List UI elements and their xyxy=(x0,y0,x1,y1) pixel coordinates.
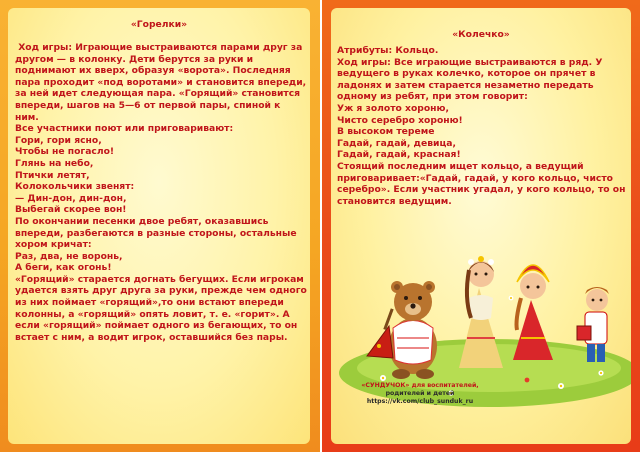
girl-with-wreath xyxy=(459,256,503,368)
bear-character xyxy=(389,281,437,379)
left-page-title: «Горелки» xyxy=(130,19,188,30)
balalaika-icon xyxy=(367,308,394,358)
right-page-body: Атрибуты: Кольцо. Ход игры: Все играющие выстраиваются в ряд. У ведущего в руках колечко, которое он прячет в ладонях и затем старается незаметно передать одному из ребят, при этом говорит: Уж я золото хороню, Чисто серебро хороню! В высоком тереме Гадай, гадай, девица, Гадай, гадай, красная! Стоящий последним ищет кольцо, а ведущий приговаривает:«Гадай, гадай, у кого кольцо, чисто серебро». Если участник угадал, у кого кольцо, то он становится ведущим. xyxy=(337,45,626,207)
folk-characters-illustration xyxy=(331,8,631,444)
left-page-body: Ход игры: Играющие выстраиваются парами друг за другом — в колонку. Дети берутся за руки и поднимают их вверх, образуя «ворота». Последняя пара проходит «под воротами» и становится впереди, за ней идет следующая пара. «Горящий» становится впереди, шагов на 5—6 от первой пары, спиной к ним. Все участники поют или приговаривают: Гори, гори ясно, Чтобы не погасло! Глянь на небо, Птички летят, Колокольчики звенят: — Дин-дон, дин-дон, Выбегай скорее вон! По окончании песенки двое ребят, оказавшись впереди, разбегаются в разные стороны, остальные хором кричат: Раз, два, не воронь, А беги, как огонь! «Горящий» старается догнать бегущих. Если игрокам удается взять друг друга за руки, прежде чем одного из них поймает «горящий»,то они встают впереди колонны, а «горящий» опять ловит, т. е. «горит». А если «горящий» поймает одного из бегающих, то он встает с ним, а водит игрок, оставшийся без пары. xyxy=(15,42,307,343)
right-page xyxy=(322,0,640,452)
right-panel xyxy=(331,8,631,444)
footer-line-1: «СУНДУЧОК» для воспитателей, xyxy=(361,382,479,389)
footer-link[interactable]: https://vk.com/club_sunduk_ru xyxy=(366,398,474,405)
right-page-title: «Колечко» xyxy=(452,29,510,40)
publisher-footer xyxy=(345,382,495,406)
footer-line-2: родителей и детей xyxy=(385,390,455,397)
girl-in-kokoshnik xyxy=(513,265,553,360)
left-panel xyxy=(8,8,310,444)
